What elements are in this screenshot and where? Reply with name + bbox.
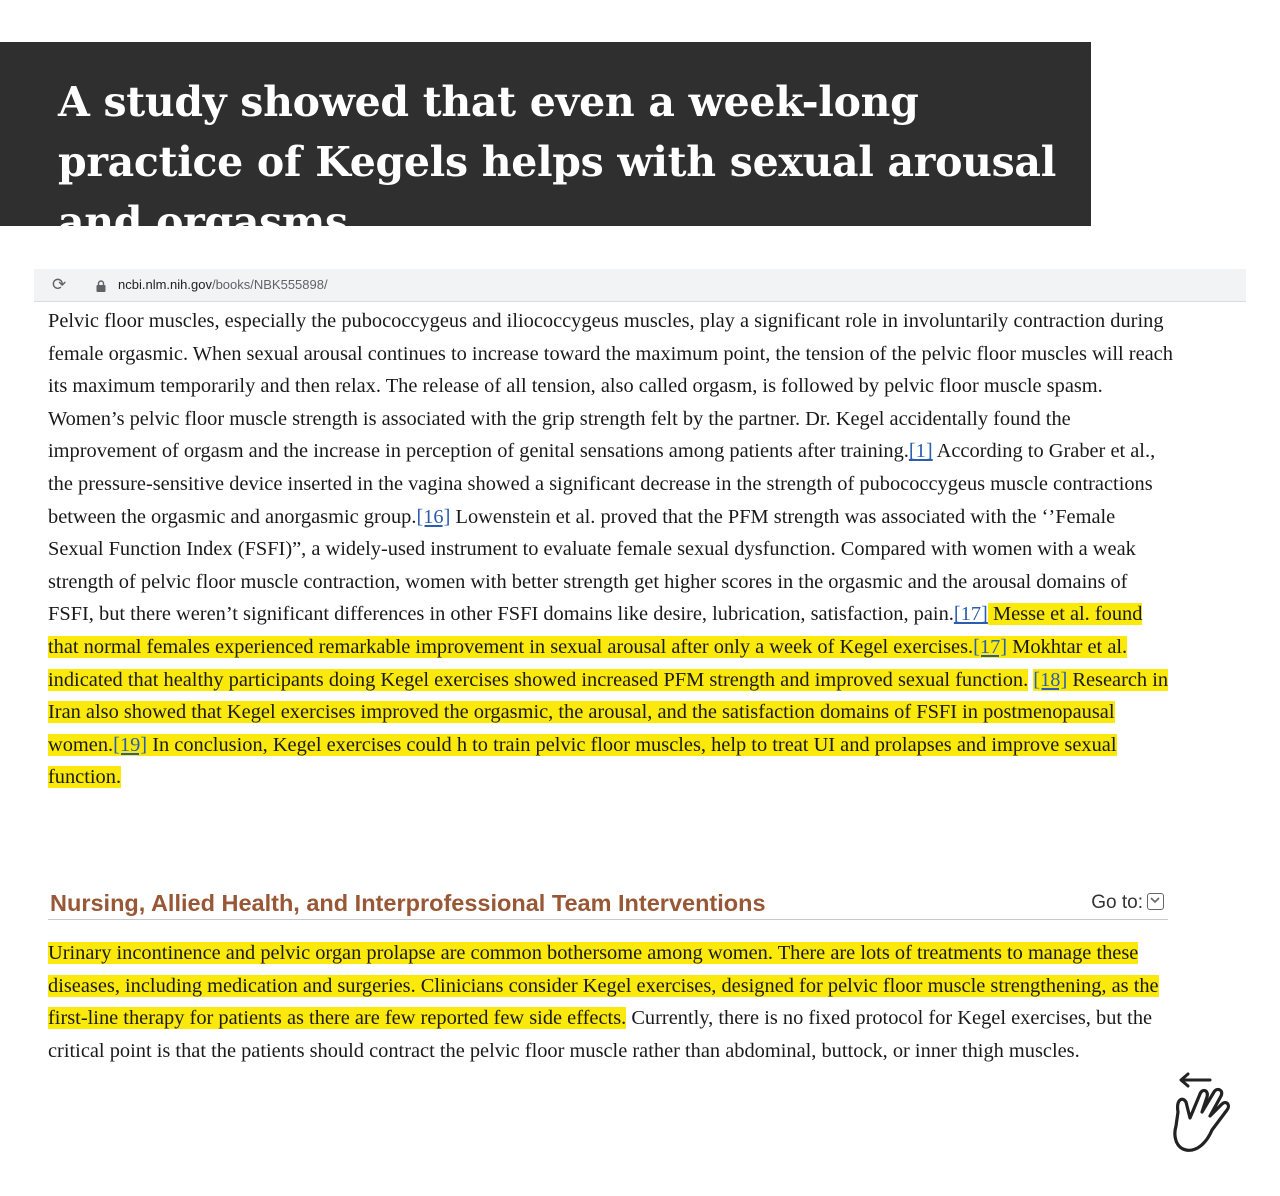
reload-icon[interactable]: ⟳ (52, 275, 67, 295)
highlighted-text: Research in Iran also showed that Kegel exercises improved the orgasmic, the arousal, and the satisfaction domains of FSFI in postmenopausal women. (48, 668, 1169, 756)
article-paragraph (48, 937, 1173, 1067)
article-paragraph (48, 305, 1173, 794)
citation-link[interactable]: [18] (1033, 668, 1068, 691)
article-body (48, 305, 1173, 794)
url-path: /books/NBK555898/ (211, 277, 328, 292)
highlighted-text: Mokhtar et al. indicated that healthy participants doing Kegel exercises showed increased PFM strength and improved sexual function. (48, 635, 1128, 691)
text-run: Lowenstein et al. proved that the PFM strength was associated with the ‘’Female Sexual Function Index (FSFI)”, a widely-used instrument to evaluate female sexual dysfunction. Compared with women with a weak strength of pelvic floor muscle contraction, women with better strength get higher scores in the orgasmic and the arousal domains of FSFI, but there weren’t significant differences in other FSFI domains like desire, lubrication, satisfaction, pain. (48, 505, 1136, 626)
citation-link[interactable]: [1] (908, 440, 933, 463)
text-run: According to Graber et al., the pressure-sensitive device inserted in the vagina showed a significant decrease in the strength of pubococcygeus muscle contractions between the orgasmic and anorgasmic group. (48, 440, 1156, 528)
text-run: Currently, there is no fixed protocol for Kegel exercises, but the critical point is that the patients should contract the pelvic floor muscle rather than abdominal, buttock, or inner thigh muscles. (48, 1007, 1153, 1062)
chevron-down-icon[interactable] (1147, 893, 1164, 910)
section-title: Nursing, Allied Health, and Interprofessional Team Interventions (50, 890, 766, 916)
citation-link[interactable]: [17] (973, 635, 1008, 658)
citation-link[interactable]: [16] (416, 505, 451, 528)
swipe-hand-icon (1168, 1070, 1238, 1156)
goto-label: Go to: (1091, 892, 1143, 913)
highlighted-text: Urinary incontinence and pelvic organ prolapse are common bothersome among women. There are lots of treatments to manage these diseases, including medication and surgeries. Clinicians consider Kegel exercises, designed for pelvic floor muscle strengthening, as the first-line therapy for patients as there are few reported few side effects. (48, 942, 1159, 1030)
url-host: ncbi.nlm.nih.gov (118, 277, 212, 292)
highlighted-text: Messe et al. found that normal females experienced remarkable improvement in sexual arousal after only a week of Kegel exercises. (48, 603, 1143, 658)
goto-link[interactable] (1091, 891, 1164, 915)
section-body (48, 937, 1173, 1067)
highlighted-text: In conclusion, Kegel exercises could h to train pelvic floor muscles, help to treat UI and prolapses and improve sexual function. (48, 733, 1117, 789)
citation-link[interactable]: [17] (953, 603, 988, 626)
banner-title: A study showed that even a week-long practice of Kegels helps with sexual arousal and orgasms (58, 78, 1056, 246)
section-header (48, 885, 1168, 920)
text-run: Pelvic floor muscles, especially the pubococcygeus and iliococcygeus muscles, play a significant role in involuntarily contraction during female orgasmic. When sexual arousal continues to increase toward the maximum point, the tension of the pelvic floor muscles will reach its maximum temporarily and then relax. The release of all tension, also called orgasm, is followed by pelvic floor muscle spasm. Women’s pelvic floor muscle strength is associated with the grip strength felt by the partner. Dr. Kegel accidentally found the improvement of orgasm and the increase in perception of genital sensations among patients after training. (48, 310, 1173, 463)
address-url[interactable] (118, 276, 328, 294)
browser-address-bar[interactable] (34, 269, 1246, 302)
lock-icon[interactable] (96, 279, 106, 291)
citation-link[interactable]: [19] (113, 733, 148, 756)
